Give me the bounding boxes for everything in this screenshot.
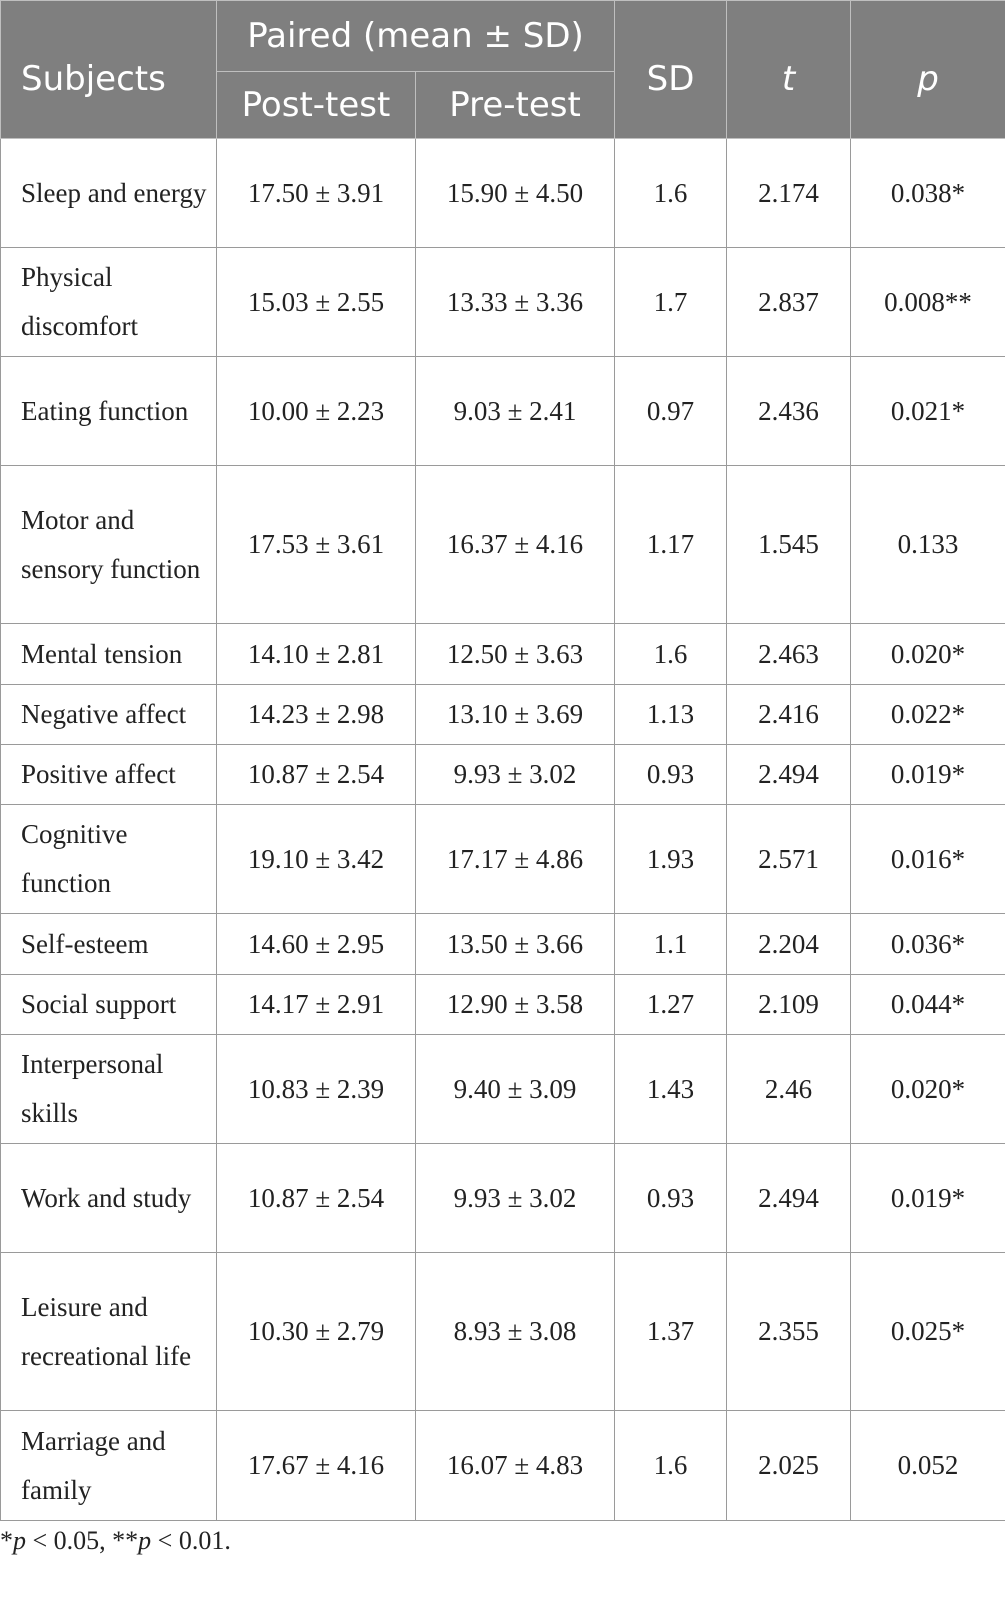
cell-p: 0.022* [851, 685, 1005, 745]
cell-pre-test: 9.93 ± 3.02 [416, 1144, 615, 1253]
cell-post-test: 10.30 ± 2.79 [217, 1253, 416, 1411]
cell-sd: 1.43 [615, 1035, 727, 1144]
cell-t: 2.436 [727, 357, 851, 466]
cell-sd: 1.7 [615, 248, 727, 357]
table-row [1, 466, 1005, 624]
cell-t: 2.204 [727, 914, 851, 975]
cell-t: 2.494 [727, 745, 851, 805]
table-row [1, 685, 1005, 745]
table-body [1, 139, 1005, 1521]
table-row [1, 1035, 1005, 1144]
table-row [1, 248, 1005, 357]
cell-p: 0.036* [851, 914, 1005, 975]
cell-post-test: 17.50 ± 3.91 [217, 139, 416, 248]
cell-subject: Positive affect [1, 745, 217, 805]
cell-t: 2.571 [727, 805, 851, 914]
cell-post-test: 15.03 ± 2.55 [217, 248, 416, 357]
table-row [1, 745, 1005, 805]
cell-subject: Sleep and energy [1, 139, 217, 248]
cell-p: 0.019* [851, 745, 1005, 805]
header-t: t [727, 1, 851, 139]
cell-p: 0.133 [851, 466, 1005, 624]
cell-t: 2.174 [727, 139, 851, 248]
header-paired: Paired (mean ± SD) [217, 1, 615, 72]
cell-post-test: 14.60 ± 2.95 [217, 914, 416, 975]
cell-pre-test: 13.50 ± 3.66 [416, 914, 615, 975]
cell-sd: 1.6 [615, 139, 727, 248]
footnote-p-symbol: p [13, 1526, 26, 1555]
table-header [1, 1, 1005, 139]
cell-subject: Motor and sensory function [1, 466, 217, 624]
cell-subject: Cognitive function [1, 805, 217, 914]
footnote-star: * [0, 1526, 13, 1555]
cell-sd: 1.6 [615, 624, 727, 685]
cell-p: 0.020* [851, 1035, 1005, 1144]
cell-pre-test: 12.90 ± 3.58 [416, 975, 615, 1035]
header-sd: SD [615, 1, 727, 139]
cell-t: 2.494 [727, 1144, 851, 1253]
cell-post-test: 14.23 ± 2.98 [217, 685, 416, 745]
cell-post-test: 10.00 ± 2.23 [217, 357, 416, 466]
footnote-text: < 0.01. [151, 1526, 231, 1555]
cell-subject: Mental tension [1, 624, 217, 685]
cell-subject: Social support [1, 975, 217, 1035]
cell-pre-test: 9.40 ± 3.09 [416, 1035, 615, 1144]
cell-p: 0.038* [851, 139, 1005, 248]
footnote-p-symbol: p [138, 1526, 152, 1555]
cell-p: 0.025* [851, 1253, 1005, 1411]
cell-sd: 0.97 [615, 357, 727, 466]
table-row [1, 624, 1005, 685]
table-row [1, 357, 1005, 466]
header-post-test: Post-test [217, 72, 416, 139]
cell-t: 1.545 [727, 466, 851, 624]
cell-post-test: 17.53 ± 3.61 [217, 466, 416, 624]
cell-post-test: 19.10 ± 3.42 [217, 805, 416, 914]
cell-subject: Self-esteem [1, 914, 217, 975]
cell-t: 2.46 [727, 1035, 851, 1144]
cell-pre-test: 9.93 ± 3.02 [416, 745, 615, 805]
cell-subject: Interpersonal skills [1, 1035, 217, 1144]
cell-subject: Eating function [1, 357, 217, 466]
cell-pre-test: 16.37 ± 4.16 [416, 466, 615, 624]
cell-sd: 0.93 [615, 745, 727, 805]
cell-p: 0.021* [851, 357, 1005, 466]
header-p: p [851, 1, 1005, 139]
cell-p: 0.044* [851, 975, 1005, 1035]
cell-post-test: 10.83 ± 2.39 [217, 1035, 416, 1144]
cell-sd: 1.37 [615, 1253, 727, 1411]
cell-p: 0.020* [851, 624, 1005, 685]
table-row [1, 1144, 1005, 1253]
cell-p: 0.019* [851, 1144, 1005, 1253]
cell-subject: Negative affect [1, 685, 217, 745]
table-row [1, 1411, 1005, 1521]
cell-pre-test: 16.07 ± 4.83 [416, 1411, 615, 1521]
cell-t: 2.837 [727, 248, 851, 357]
cell-subject: Physical discomfort [1, 248, 217, 357]
cell-t: 2.025 [727, 1411, 851, 1521]
cell-sd: 1.17 [615, 466, 727, 624]
cell-pre-test: 15.90 ± 4.50 [416, 139, 615, 248]
table-row [1, 805, 1005, 914]
cell-sd: 0.93 [615, 1144, 727, 1253]
cell-t: 2.416 [727, 685, 851, 745]
cell-sd: 1.1 [615, 914, 727, 975]
cell-sd: 1.27 [615, 975, 727, 1035]
cell-pre-test: 12.50 ± 3.63 [416, 624, 615, 685]
cell-post-test: 14.17 ± 2.91 [217, 975, 416, 1035]
cell-post-test: 10.87 ± 2.54 [217, 1144, 416, 1253]
cell-pre-test: 13.33 ± 3.36 [416, 248, 615, 357]
footnote-text: < 0.05, ** [26, 1526, 139, 1555]
cell-sd: 1.93 [615, 805, 727, 914]
table-row [1, 914, 1005, 975]
cell-p: 0.016* [851, 805, 1005, 914]
table-row [1, 1253, 1005, 1411]
cell-p: 0.052 [851, 1411, 1005, 1521]
cell-pre-test: 13.10 ± 3.69 [416, 685, 615, 745]
cell-t: 2.109 [727, 975, 851, 1035]
footnote [0, 1526, 231, 1556]
cell-pre-test: 9.03 ± 2.41 [416, 357, 615, 466]
table-row [1, 975, 1005, 1035]
cell-post-test: 17.67 ± 4.16 [217, 1411, 416, 1521]
cell-subject: Work and study [1, 1144, 217, 1253]
table-row [1, 139, 1005, 248]
cell-sd: 1.6 [615, 1411, 727, 1521]
cell-p: 0.008** [851, 248, 1005, 357]
cell-sd: 1.13 [615, 685, 727, 745]
header-pre-test: Pre-test [416, 72, 615, 139]
cell-t: 2.355 [727, 1253, 851, 1411]
cell-t: 2.463 [727, 624, 851, 685]
cell-subject: Marriage and family [1, 1411, 217, 1521]
cell-subject: Leisure and recreational life [1, 1253, 217, 1411]
cell-pre-test: 8.93 ± 3.08 [416, 1253, 615, 1411]
cell-pre-test: 17.17 ± 4.86 [416, 805, 615, 914]
header-subjects: Subjects [1, 1, 217, 139]
cell-post-test: 10.87 ± 2.54 [217, 745, 416, 805]
cell-post-test: 14.10 ± 2.81 [217, 624, 416, 685]
